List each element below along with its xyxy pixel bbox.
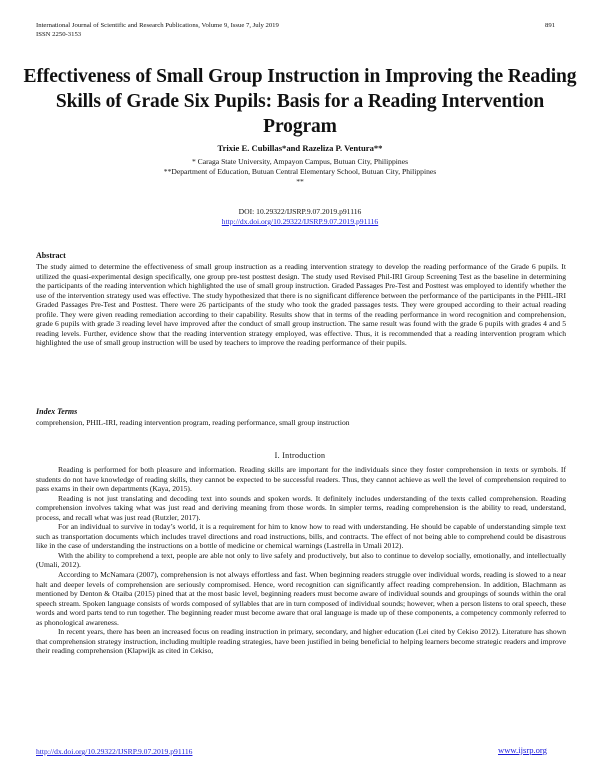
abstract-heading: Abstract: [36, 251, 66, 260]
affiliations: [20, 157, 580, 187]
doi-text: DOI: 10.29322/IJSRP.9.07.2019.p91116: [238, 207, 362, 216]
index-terms-text: comprehension, PHIL-IRI, reading intervention program, reading performance, small group instruction: [36, 418, 350, 427]
abstract-paragraph: The study aimed to determine the effectiveness of small group instruction as a reading intervention strategy to develop the reading performance of the Grade 6 pupils. It utilized the quasi-experimental design specifically, one group pre-test posttest design. The study used Revised Phil-IRI Group Screening Test as the baseline in determining the participants of the reading intervention which highlighted the use of small group instruction. Graded Passages Pre-Test and Posttest was employed to identify whether the use of the intervention strategy used was effective. The study hypothesized that there is no significant difference between the performance of the participants in the PHIL-IRI Graded Passages Pre-Test and Posttest. There were 26 participants of the study who took the graded passages tests. They were grouped according to their actual reading profile. They were given reading remediation according to their capability. Results show that in terms of the reading performance in word recognition and comprehension, grade 6 pupils with grade 3 reading level have improved after the conduct of small group instruction. The same result was found with the grade 6 pupils with grades 4 and 5 reading levels. Further, evidence show that the reading intervention strategy employed, was effective. Thus, it is recommended that a reading intervention program which highlighted the use of small group instruction will be used by teachers to improve the reading performance of their pupils.: [36, 262, 566, 348]
affiliation-3: **: [296, 177, 304, 186]
section-body: [36, 465, 566, 656]
footer-site-link[interactable]: www.ijsrp.org: [498, 745, 547, 755]
body-paragraph: With the ability to comprehend a text, people are able not only to live safely and productively, but also to continue to develop socially, emotionally, and intellectually (Umali, 2012).: [36, 550, 566, 570]
author-list: Trixie E. Cubillas*and Razeliza P. Ventura**: [217, 143, 383, 153]
affiliation-2: **Department of Education, Butuan Central Elementary School, Butuan City, Philippines: [163, 167, 437, 176]
abstract-text: [36, 262, 566, 348]
doi-block: [20, 207, 580, 227]
page-number: 891: [545, 22, 556, 29]
body-paragraph: According to McNamara (2007), comprehension is not always effortless and fast. When beginning readers struggle over individual words, reading is slowed to a near halt and deeper levels of comprehension are seriously compromised. Hence, word recognition can significantly affect reading comprehension. In addition, Blachmann as mentioned by Denton & Otaiba (2015) pined that at the most basic level, beginning readers must become aware of individual sounds and groupings of sounds within the oral speech stream. Spoken language consists of words composed of syllables that are in turn composed of individual sounds; however, when a person listens to oral speech, these words and word parts tend to run together. The beginning reader must become aware that oral language is made up of these components, a competency commonly referred to as phonological awareness.: [36, 570, 566, 627]
section-heading: I. Introduction: [274, 451, 326, 460]
running-header: [36, 21, 486, 39]
issn: ISSN 2250-3153: [36, 31, 82, 38]
footer-doi-link[interactable]: http://dx.doi.org/10.29322/IJSRP.9.07.2019.p91116: [36, 747, 193, 756]
journal-name: International Journal of Scientific and Research Publications, Volume 9, Issue 7, July 2019: [36, 22, 279, 29]
body-paragraph: For an individual to survive in today’s world, it is a requirement for him to know how to read with understanding. He should be capable of understanding simple text such as transportation documents which includes travel directions and road instructions, bills, and contracts. The effect of not being able to comprehend could be disastrous like in the case of understanding the instructions on a bottle of medicine or chemical warnings (Lastrella in Umali 2012).: [36, 522, 566, 551]
affiliation-1: * Caraga State University, Ampayon Campus, Butuan City, Philippines: [191, 157, 409, 166]
body-paragraph: Reading is not just translating and decoding text into sounds and spoken words. It definitely includes understanding of the texts called comprehension. Reading comprehension involves taking what was just read and deriving meaning from those words. In simpler terms, reading comprehension is the ability to read, understand, process, and recall what was just read (Rutzler, 2017).: [36, 493, 566, 522]
body-paragraph: In recent years, there has been an increased focus on reading instruction in primary, secondary, and higher education (Lei cited by Cekiso 2012). Literature has shown that comprehension strategy instruction, including multiple reading strategies, have been justified in being beneficial to helping learners become strategic readers and improve their reading comprehension (Klapwijk as cited in Cekiso,: [36, 627, 566, 656]
paper-title: Effectiveness of Small Group Instruction in Improving the Reading Skills of Grade Six Pupils: Basis for a Reading Intervention Program: [23, 66, 577, 137]
doi-link[interactable]: http://dx.doi.org/10.29322/IJSRP.9.07.2019.p91116: [221, 217, 379, 226]
body-paragraph: Reading is performed for both pleasure and information. Reading skills are important for the individuals since they foster comprehension in texts or symbols. If students do not have knowledge of reading skills, they cannot be expected to be successful readers. Thus, they cannot achieve as well the level of comprehension required to pass exams in their own departments (Kaya, 2015).: [36, 465, 566, 494]
index-terms-heading: Index Terms: [36, 407, 78, 416]
